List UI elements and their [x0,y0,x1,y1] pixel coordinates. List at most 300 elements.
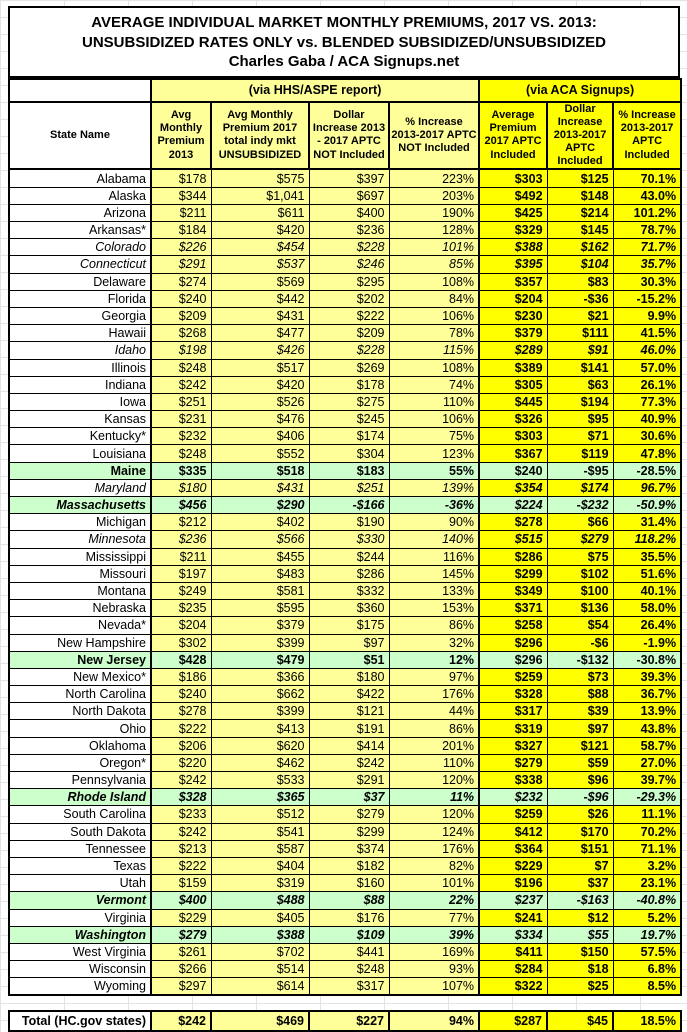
value-cell: $404 [211,857,309,874]
table-row-connecticut [9,256,681,273]
table-row-montana [9,582,681,599]
value-cell: $63 [547,376,613,393]
value-cell: $240 [151,290,211,307]
value-cell: $552 [211,445,309,462]
total-value-cell: $287 [479,1011,547,1031]
value-cell: $488 [211,892,309,909]
value-cell: $360 [309,600,389,617]
value-cell: $476 [211,411,309,428]
value-cell: -$232 [547,497,613,514]
value-cell: 120% [389,806,479,823]
value-cell: $39 [547,703,613,720]
value-cell: $442 [211,290,309,307]
table-row-washington [9,926,681,943]
state-name-cell: New Hampshire [9,634,151,651]
value-cell: $100 [547,582,613,599]
state-name-cell: Alaska [9,187,151,204]
column-header-avg-monthly-premium-2013: Avg Monthly Premium 2013 [151,102,211,170]
state-name-cell: West Virginia [9,943,151,960]
value-cell: $425 [479,204,547,221]
table-row-maryland [9,479,681,496]
state-name-cell: Vermont [9,892,151,909]
value-cell: 84% [389,290,479,307]
value-cell: $182 [309,857,389,874]
value-cell: 145% [389,565,479,582]
value-cell: 77.3% [613,393,681,410]
state-name-cell: New Jersey [9,651,151,668]
value-cell: $174 [309,428,389,445]
total-value-cell: 94% [389,1011,479,1031]
value-cell: $191 [309,720,389,737]
table-row-colorado [9,239,681,256]
table-row-missouri [9,565,681,582]
value-cell: $388 [479,239,547,256]
blank-spacer-row [8,996,680,1010]
state-name-cell: Illinois [9,359,151,376]
value-cell: $389 [479,359,547,376]
value-cell: 26.4% [613,617,681,634]
value-cell: $194 [547,393,613,410]
column-header-dollar-increase-2013-2017-aptc-included: Dollar Increase 2013-2017 APTC Included [547,102,613,170]
table-row-wisconsin [9,961,681,978]
value-cell: 71.1% [613,840,681,857]
value-cell: $204 [151,617,211,634]
value-cell: $291 [151,256,211,273]
value-cell: $249 [151,582,211,599]
value-cell: $202 [309,290,389,307]
value-cell: $400 [309,204,389,221]
value-cell: 26.1% [613,376,681,393]
value-cell: $7 [547,857,613,874]
value-cell: $328 [479,686,547,703]
value-cell: $226 [151,239,211,256]
value-cell: $537 [211,256,309,273]
value-cell: $178 [151,169,211,187]
value-cell: 36.7% [613,686,681,703]
value-cell: 74% [389,376,479,393]
value-cell: $251 [151,393,211,410]
value-cell: $251 [309,479,389,496]
table-row-new-jersey [9,651,681,668]
value-cell: $517 [211,359,309,376]
value-cell: $420 [211,222,309,239]
value-cell: $236 [309,222,389,239]
value-cell: $26 [547,806,613,823]
value-cell: 40.1% [613,582,681,599]
value-cell: $317 [479,703,547,720]
value-cell: $242 [151,823,211,840]
value-cell: 97% [389,668,479,685]
value-cell: $367 [479,445,547,462]
value-cell: $211 [151,204,211,221]
value-cell: -15.2% [613,290,681,307]
value-cell: $212 [151,514,211,531]
value-cell: $477 [211,325,309,342]
value-cell: 90% [389,514,479,531]
table-row-hawaii [9,325,681,342]
value-cell: $109 [309,926,389,943]
value-cell: $334 [479,926,547,943]
table-row-michigan [9,514,681,531]
value-cell: 9.9% [613,307,681,324]
value-cell: $428 [151,651,211,668]
value-cell: $365 [211,789,309,806]
state-name-cell: Arkansas* [9,222,151,239]
value-cell: $697 [309,187,389,204]
value-cell: $197 [151,565,211,582]
value-cell: $88 [309,892,389,909]
value-cell: $455 [211,548,309,565]
state-name-cell: Louisiana [9,445,151,462]
value-cell: $514 [211,961,309,978]
value-cell: $278 [479,514,547,531]
value-cell: 201% [389,737,479,754]
total-value-cell: 18.5% [613,1011,681,1031]
table-row-iowa [9,393,681,410]
value-cell: $344 [151,187,211,204]
value-cell: $18 [547,961,613,978]
value-cell: $400 [151,892,211,909]
state-name-cell: Connecticut [9,256,151,273]
table-row-mississippi [9,548,681,565]
total-value-cell: $242 [151,1011,211,1031]
value-cell: $213 [151,840,211,857]
state-name-cell: Missouri [9,565,151,582]
value-cell: $305 [479,376,547,393]
column-header-state-name: State Name [9,102,151,170]
value-cell: $233 [151,806,211,823]
value-cell: $541 [211,823,309,840]
value-cell: 106% [389,411,479,428]
value-cell: $278 [151,703,211,720]
total-value-cell: $227 [309,1011,389,1031]
state-name-cell: Maryland [9,479,151,496]
value-cell: -$96 [547,789,613,806]
state-name-cell: Kansas [9,411,151,428]
value-cell: $214 [547,204,613,221]
value-cell: $141 [547,359,613,376]
state-name-cell: Iowa [9,393,151,410]
table-row-tennessee [9,840,681,857]
value-cell: 6.8% [613,961,681,978]
value-cell: $441 [309,943,389,960]
value-cell: 35.5% [613,548,681,565]
value-cell: $242 [151,376,211,393]
value-cell: 71.7% [613,239,681,256]
value-cell: $614 [211,978,309,996]
value-cell: $290 [211,497,309,514]
value-cell: 47.8% [613,445,681,462]
value-cell: $349 [479,582,547,599]
value-cell: $73 [547,668,613,685]
value-cell: 39% [389,926,479,943]
value-cell: $261 [151,943,211,960]
value-cell: 108% [389,273,479,290]
value-cell: $328 [151,789,211,806]
title-line-2: UNSUBSIDIZED RATES ONLY vs. BLENDED SUBSIDIZED/UNSUBSIDIZED [82,33,606,51]
table-row-oregon [9,754,681,771]
column-header-dollar-increase-2013-2017-aptc-not-included: Dollar Increase 2013 - 2017 APTC NOT Included [309,102,389,170]
value-cell: $303 [479,428,547,445]
value-cell: 43.0% [613,187,681,204]
state-name-cell: Hawaii [9,325,151,342]
value-cell: $222 [151,857,211,874]
table-row-arizona [9,204,681,221]
value-cell: $566 [211,531,309,548]
state-name-cell: Oregon* [9,754,151,771]
table-row-north-dakota [9,703,681,720]
value-cell: $175 [309,617,389,634]
worksheet-table-area [8,6,680,1032]
value-cell: $302 [151,634,211,651]
value-cell: $279 [479,754,547,771]
value-cell: $159 [151,875,211,892]
value-cell: $220 [151,754,211,771]
title-line-3: Charles Gaba / ACA Signups.net [228,53,460,70]
value-cell: $248 [151,359,211,376]
value-cell: $248 [151,445,211,462]
value-cell: $160 [309,875,389,892]
value-cell: $55 [547,926,613,943]
table-row-louisiana [9,445,681,462]
value-cell: $91 [547,342,613,359]
value-cell: 39.3% [613,668,681,685]
value-cell: $326 [479,411,547,428]
value-cell: 203% [389,187,479,204]
value-cell: 110% [389,754,479,771]
title-line-1: AVERAGE INDIVIDUAL MARKET MONTHLY PREMIUMS, 2017 VS. 2013: [91,14,597,31]
value-cell: $242 [151,772,211,789]
value-cell: 118.2% [613,531,681,548]
value-cell: 85% [389,256,479,273]
value-cell: 77% [389,909,479,926]
value-cell: $611 [211,204,309,221]
value-cell: $445 [479,393,547,410]
value-cell: $275 [309,393,389,410]
value-cell: 19.7% [613,926,681,943]
total-row-table [8,1010,682,1032]
value-cell: 41.5% [613,325,681,342]
value-cell: 27.0% [613,754,681,771]
table-row-south-carolina [9,806,681,823]
value-cell: 22% [389,892,479,909]
value-cell: -29.3% [613,789,681,806]
value-cell: $54 [547,617,613,634]
value-cell: $136 [547,600,613,617]
value-cell: $190 [309,514,389,531]
table-row-kansas [9,411,681,428]
value-cell: -$163 [547,892,613,909]
value-cell: $414 [309,737,389,754]
value-cell: $258 [479,617,547,634]
value-cell: $229 [151,909,211,926]
value-cell: $222 [151,720,211,737]
state-name-cell: Ohio [9,720,151,737]
state-name-cell: Montana [9,582,151,599]
value-cell: -28.5% [613,462,681,479]
value-cell: 176% [389,840,479,857]
value-cell: $59 [547,754,613,771]
state-name-cell: Wyoming [9,978,151,996]
table-row-alabama [9,169,681,187]
value-cell: $366 [211,668,309,685]
table-row-nebraska [9,600,681,617]
table-row-wyoming [9,978,681,996]
value-cell: $176 [309,909,389,926]
value-cell: $96 [547,772,613,789]
value-cell: $184 [151,222,211,239]
corner-cell [9,79,151,102]
value-cell: $279 [309,806,389,823]
value-cell: $209 [151,307,211,324]
value-cell: $569 [211,273,309,290]
value-cell: $248 [309,961,389,978]
value-cell: 107% [389,978,479,996]
value-cell: $95 [547,411,613,428]
value-cell: $620 [211,737,309,754]
value-cell: $332 [309,582,389,599]
value-cell: 140% [389,531,479,548]
state-name-cell: Alabama [9,169,151,187]
value-cell: $245 [309,411,389,428]
value-cell: $240 [479,462,547,479]
value-cell: $303 [479,169,547,187]
value-cell: 30.3% [613,273,681,290]
value-cell: $83 [547,273,613,290]
value-cell: $286 [479,548,547,565]
value-cell: 44% [389,703,479,720]
table-row-nevada [9,617,681,634]
value-cell: 153% [389,600,479,617]
value-cell: $296 [479,634,547,651]
table-row-texas [9,857,681,874]
value-cell: -$95 [547,462,613,479]
value-cell: $296 [479,651,547,668]
state-name-cell: Kentucky* [9,428,151,445]
value-cell: $295 [309,273,389,290]
value-cell: $25 [547,978,613,996]
value-cell: $335 [151,462,211,479]
value-cell: $595 [211,600,309,617]
value-cell: $279 [151,926,211,943]
value-cell: $121 [547,737,613,754]
state-name-cell: Tennessee [9,840,151,857]
value-cell: $174 [547,479,613,496]
value-cell: $319 [479,720,547,737]
value-cell: $371 [479,600,547,617]
table-row-illinois [9,359,681,376]
value-cell: $526 [211,393,309,410]
value-cell: $379 [479,325,547,342]
table-row-delaware [9,273,681,290]
value-cell: $178 [309,376,389,393]
table-row-new-hampshire [9,634,681,651]
table-title [8,6,680,78]
value-cell: $402 [211,514,309,531]
state-name-cell: North Dakota [9,703,151,720]
group-header-row [9,79,681,102]
value-cell: 39.7% [613,772,681,789]
value-cell: $483 [211,565,309,582]
state-name-cell: Florida [9,290,151,307]
state-name-cell: Utah [9,875,151,892]
value-cell: -30.8% [613,651,681,668]
table-row-arkansas [9,222,681,239]
group-header-aca: (via ACA Signups) [479,79,681,102]
value-cell: -$6 [547,634,613,651]
value-cell: $232 [151,428,211,445]
value-cell: $492 [479,187,547,204]
value-cell: 120% [389,772,479,789]
table-row-florida [9,290,681,307]
value-cell: $412 [479,823,547,840]
value-cell: $268 [151,325,211,342]
column-header-increase-2013-2017-aptc-included: % Increase 2013-2017 APTC Included [613,102,681,170]
value-cell: $284 [479,961,547,978]
table-row-north-carolina [9,686,681,703]
value-cell: $456 [151,497,211,514]
column-header-avg-monthly-premium-2017-total-indy-mkt-unsubsidized: Avg Monthly Premium 2017 total indy mkt UNSUBSIDIZED [211,102,309,170]
value-cell: 124% [389,823,479,840]
total-value-cell: $469 [211,1011,309,1031]
state-name-cell: Massachusetts [9,497,151,514]
value-cell: $317 [309,978,389,996]
state-name-cell: Colorado [9,239,151,256]
state-name-cell: Oklahoma [9,737,151,754]
state-name-cell: Virginia [9,909,151,926]
value-cell: $454 [211,239,309,256]
table-row-pennsylvania [9,772,681,789]
value-cell: $533 [211,772,309,789]
value-cell: $338 [479,772,547,789]
value-cell: $232 [479,789,547,806]
state-name-cell: Arizona [9,204,151,221]
value-cell: $379 [211,617,309,634]
value-cell: -$36 [547,290,613,307]
state-name-cell: South Dakota [9,823,151,840]
value-cell: 108% [389,359,479,376]
value-cell: 101.2% [613,204,681,221]
value-cell: 46.0% [613,342,681,359]
table-row-oklahoma [9,737,681,754]
state-name-cell: Nevada* [9,617,151,634]
value-cell: $198 [151,342,211,359]
value-cell: $319 [211,875,309,892]
value-cell: $229 [479,857,547,874]
value-cell: $587 [211,840,309,857]
value-cell: 123% [389,445,479,462]
table-row-ohio [9,720,681,737]
value-cell: -$166 [309,497,389,514]
value-cell: $426 [211,342,309,359]
value-cell: $241 [479,909,547,926]
value-cell: $244 [309,548,389,565]
value-cell: 30.6% [613,428,681,445]
value-cell: -1.9% [613,634,681,651]
value-cell: $512 [211,806,309,823]
state-name-cell: Indiana [9,376,151,393]
value-cell: $304 [309,445,389,462]
value-cell: $406 [211,428,309,445]
value-cell: 40.9% [613,411,681,428]
value-cell: 86% [389,720,479,737]
value-cell: $66 [547,514,613,531]
value-cell: $299 [309,823,389,840]
value-cell: $431 [211,479,309,496]
value-cell: 5.2% [613,909,681,926]
value-cell: $515 [479,531,547,548]
value-cell: 57.0% [613,359,681,376]
